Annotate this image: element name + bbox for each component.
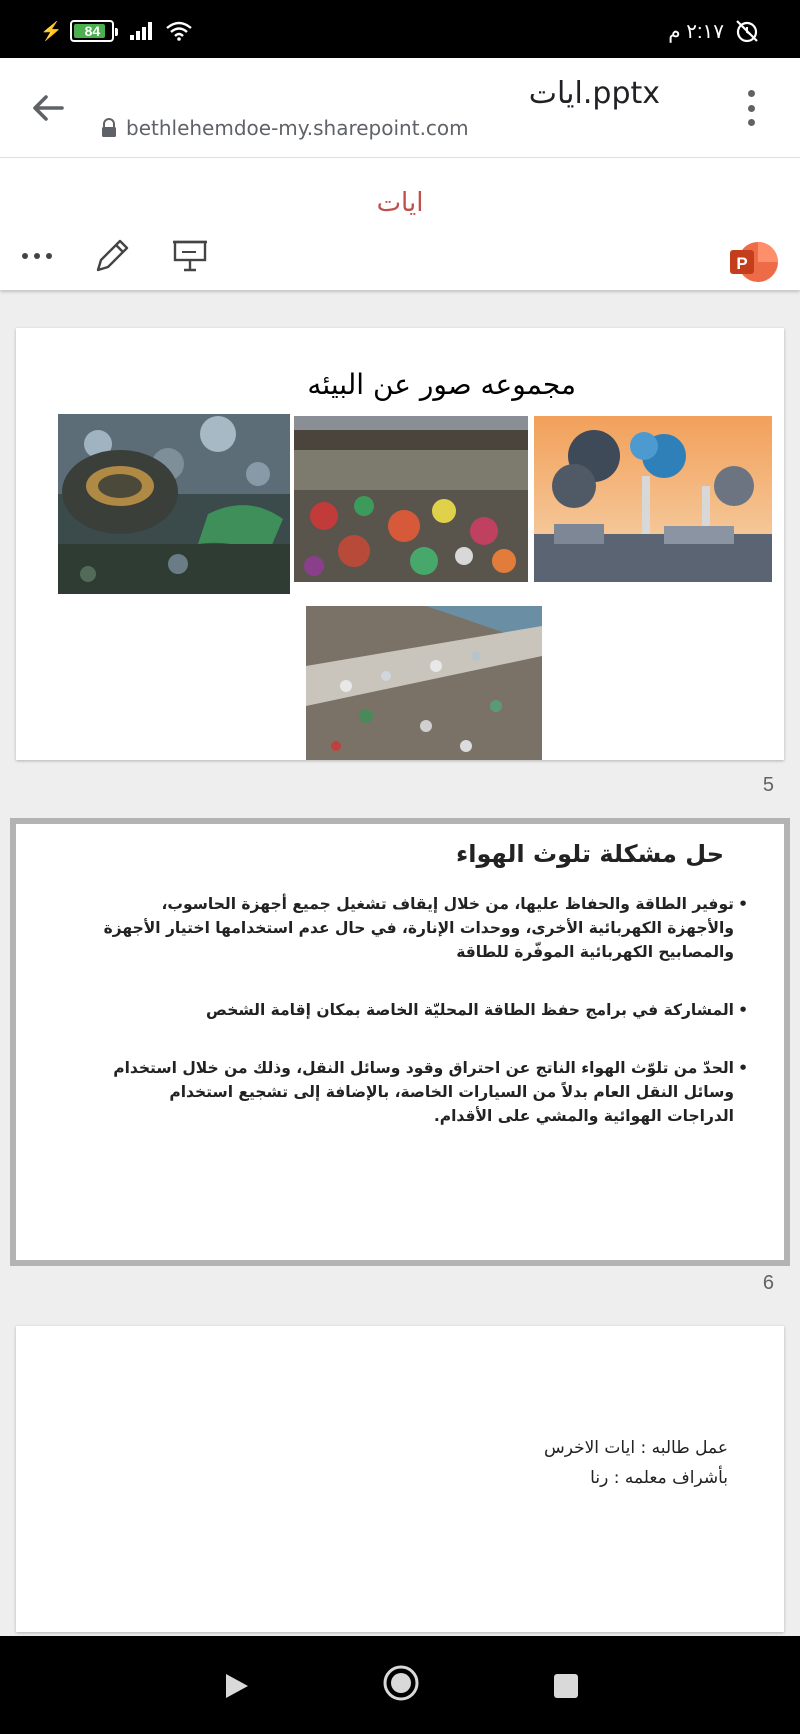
- student-credit: عمل طالبه : ايات الاخرس: [543, 1438, 728, 1458]
- battery-level: 84: [84, 23, 101, 39]
- wifi-icon: [166, 21, 192, 41]
- viewer-header: [0, 158, 800, 290]
- slide-6[interactable]: [10, 818, 790, 1266]
- slide-7[interactable]: [16, 1326, 784, 1632]
- present-icon[interactable]: [172, 238, 208, 274]
- charging-icon: ⚡: [40, 20, 63, 41]
- more-options-icon[interactable]: [22, 253, 52, 259]
- plastic-on-beach-photo: [306, 606, 542, 760]
- status-time: ٢:١٧ م: [668, 20, 724, 43]
- slide-5[interactable]: [16, 328, 784, 760]
- bullet-list: [98, 892, 748, 1162]
- tire-in-polluted-water-photo: [58, 414, 290, 594]
- slide-6-title: حل مشكلة تلوث الهواء: [456, 840, 724, 868]
- lock-icon: [100, 118, 118, 138]
- nav-back-icon[interactable]: [224, 1672, 250, 1700]
- powerpoint-letter: P: [736, 254, 748, 273]
- document-title: ايات.pptx: [528, 76, 660, 111]
- overflow-menu-icon[interactable]: [748, 90, 756, 126]
- bullet-item: • الحدّ من تلوّث الهواء الناتج عن احتراق وقود وسائل النقل، وذلك من خلال استخدام وسائل النقل العام بدلاً من السيارات الخاصة، بالإضافة إلى تشجيع استخدام الدراجات الهوائية والمشي على الأقدام.: [98, 1056, 748, 1128]
- edit-pencil-icon[interactable]: [92, 236, 132, 276]
- garbage-in-river-photo: [294, 416, 528, 582]
- signal-icon: [130, 22, 152, 40]
- presentation-name: ايات: [376, 188, 424, 218]
- status-bar: [0, 0, 800, 58]
- slide-5-title: مجموعه صور عن البيئه: [307, 368, 576, 401]
- back-arrow-icon[interactable]: [28, 88, 68, 128]
- nav-recents-icon[interactable]: [554, 1674, 578, 1698]
- powerpoint-app-icon: [728, 240, 780, 284]
- bullet-item: • توفير الطاقة والحفاظ عليها، من خلال إيقاف تشغيل جميع أجهزة الحاسوب، والأجهزة الكهربائية الأخرى، ووحدات الإنارة، في حال عدم استخدامها اختيار الأجهزة والمصابيح الكهربائية الموفّرة للطاقة: [98, 892, 748, 964]
- slide-number: 5: [762, 774, 774, 796]
- factory-smoke-stacks-photo: [534, 416, 772, 582]
- alarm-off-icon: [734, 18, 760, 44]
- slide-number: 6: [762, 1272, 774, 1294]
- app-bar: [0, 58, 800, 158]
- nav-home-icon[interactable]: [382, 1664, 420, 1702]
- teacher-credit: بأشراف معلمه : رنا: [590, 1468, 728, 1488]
- bullet-item: • المشاركة في برامج حفظ الطاقة المحليّة الخاصة بمكان إقامة الشخص: [98, 998, 748, 1022]
- url-text[interactable]: bethlehemdoe-my.sharepoint.com: [126, 116, 469, 140]
- battery-icon: [70, 20, 114, 42]
- navigation-bar: [0, 1636, 800, 1734]
